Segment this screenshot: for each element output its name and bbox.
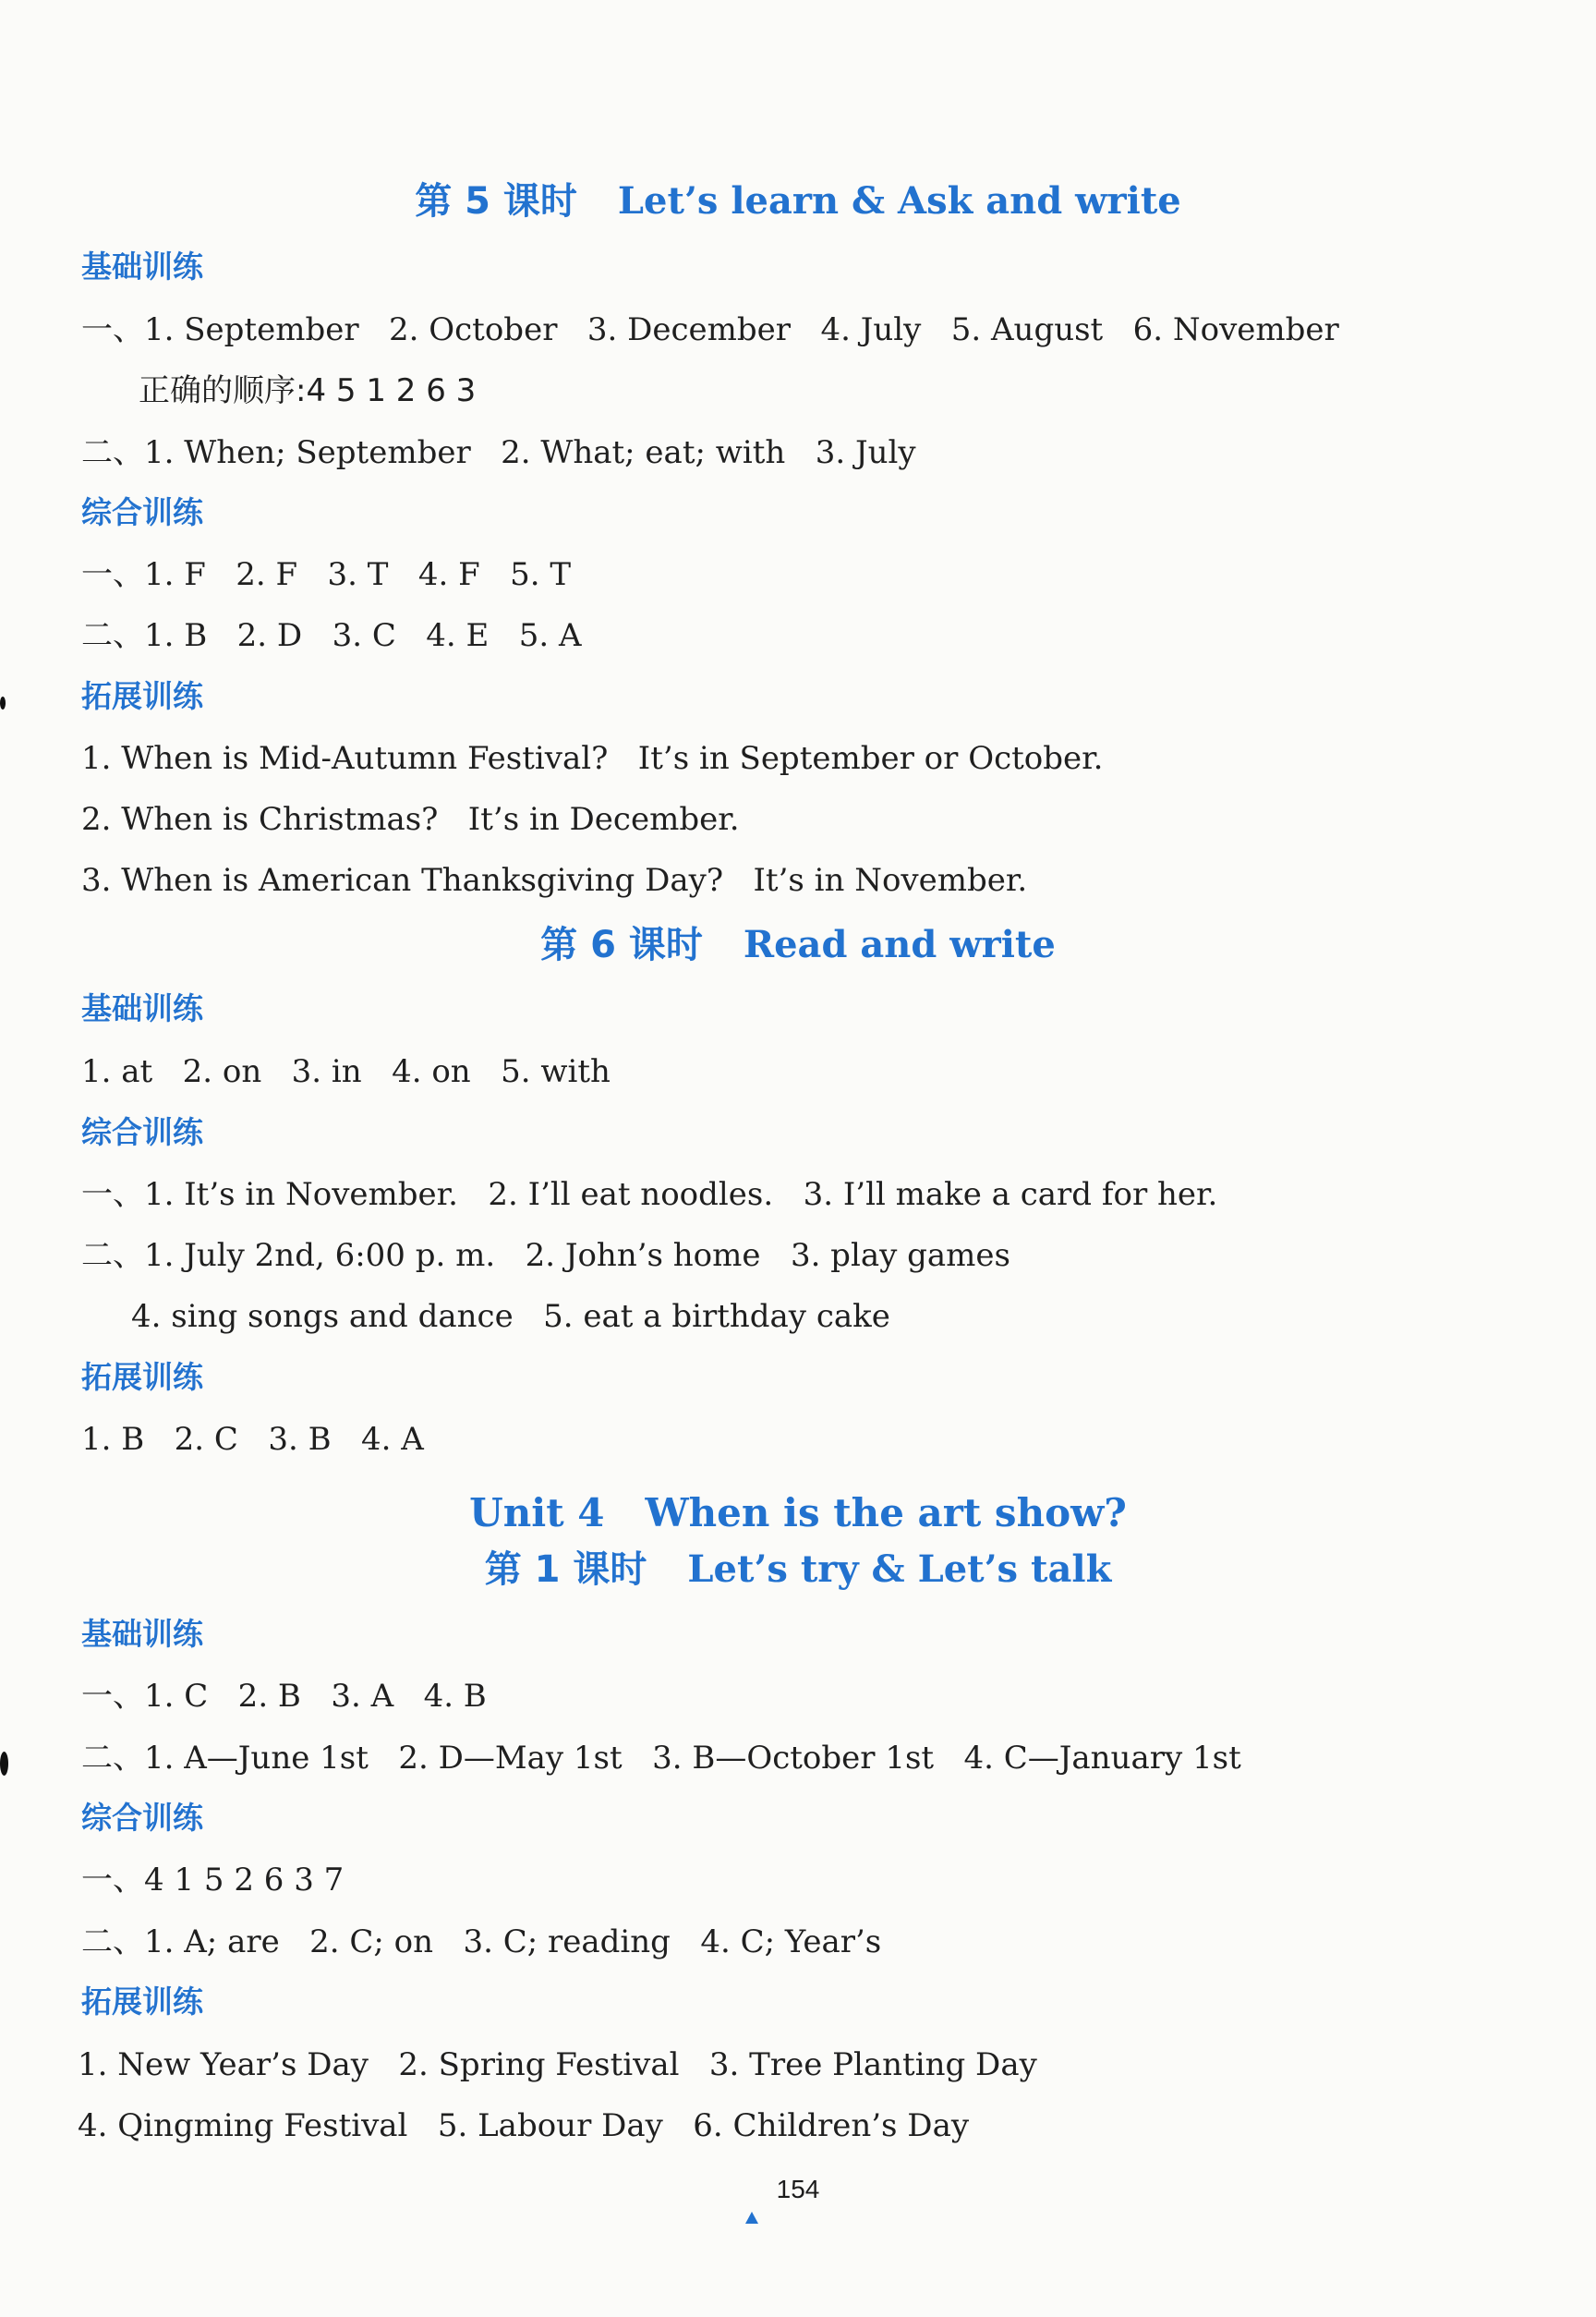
section-prefix: 一、	[81, 1862, 144, 1898]
unit4-extension-line1: 1. New Year’s Day 2. Spring Festival 3. Tree Planting Day	[78, 2046, 1037, 2083]
lesson5-extension-line1: 1. When is Mid-Autumn Festival? It’s in September or October.	[81, 740, 1104, 777]
unit4-basic-i-line1	[81, 1678, 487, 1715]
lesson5-comprehensive-heading: 综合训练	[81, 494, 203, 530]
unit4-comprehensive-i-line1	[81, 1864, 344, 1896]
lesson6-comprehensive-ii-line2: 4. sing songs and dance 5. eat a birthday cake	[131, 1298, 890, 1335]
answer-text: 1. A—June 1st 2. D—May 1st 3. B—October 1st 4. C—January 1st	[144, 1740, 1241, 1777]
lesson5-title-cn: 第 5 课时	[415, 180, 577, 223]
answer-text: 1. July 2nd, 6:00 p. m. 2. John’s home 3. play games	[144, 1237, 1010, 1274]
unit4-lesson1-title-en: Let’s try & Let’s talk	[687, 1547, 1112, 1591]
lesson6-comprehensive-heading: 综合训练	[81, 1114, 203, 1150]
section-prefix: 一、	[81, 311, 144, 348]
lesson6-basic-line1: 1. at 2. on 3. in 4. on 5. with	[81, 1053, 611, 1090]
scan-speck	[0, 1752, 8, 1776]
unit4-extension-heading: 拓展训练	[81, 1983, 203, 2020]
lesson5-extension-line2: 2. When is Christmas? It’s in December.	[81, 801, 740, 838]
unit4-title-label: Unit 4	[469, 1490, 605, 1535]
lesson6-extension-line1: 1. B 2. C 3. B 4. A	[81, 1421, 424, 1458]
section-prefix: 二、	[81, 617, 144, 654]
answer-text: 1. F 2. F 3. T 4. F 5. T	[144, 556, 572, 593]
answer-text: 1. B 2. D 3. C 4. E 5. A	[144, 617, 582, 654]
answer-text: 4 1 5 2 6 3 7	[144, 1862, 345, 1898]
unit4-basic-heading: 基础训练	[81, 1616, 203, 1652]
lesson6-title-cn: 第 6 课时	[540, 924, 703, 966]
scan-speck	[0, 697, 6, 710]
lesson5-extension-line3: 3. When is American Thanksgiving Day? It’s in November.	[81, 862, 1028, 899]
unit4-title	[0, 1490, 1596, 1535]
section-prefix: 二、	[81, 1237, 144, 1274]
lesson6-basic-heading: 基础训练	[81, 990, 203, 1026]
unit4-comprehensive-heading: 综合训练	[81, 1800, 203, 1836]
answer-text: 1. A; are 2. C; on 3. C; reading 4. C; Year’s	[144, 1923, 882, 1960]
section-prefix: 二、	[81, 1740, 144, 1777]
lesson5-comprehensive-ii-line1	[81, 617, 582, 654]
answer-text: 1. It’s in November. 2. I’ll eat noodles. 3. I’ll make a card for her.	[144, 1176, 1218, 1213]
lesson6-comprehensive-ii-line1	[81, 1237, 1010, 1274]
lesson6-extension-heading: 拓展训练	[81, 1359, 203, 1395]
lesson5-extension-heading: 拓展训练	[81, 678, 203, 714]
unit4-subtitle: When is the art show?	[645, 1490, 1127, 1535]
lesson5-basic-i-line1	[81, 311, 1339, 348]
lesson6-comprehensive-i-line1	[81, 1176, 1218, 1213]
lesson5-basic-ii-line1	[81, 434, 916, 471]
section-prefix: 一、	[81, 1678, 144, 1715]
unit4-extension-line2: 4. Qingming Festival 5. Labour Day 6. Children’s Day	[78, 2107, 970, 2144]
lesson5-title	[0, 179, 1596, 223]
page-marker-triangle-icon	[745, 2212, 758, 2224]
unit4-basic-ii-line1	[81, 1740, 1241, 1777]
section-prefix: 二、	[81, 1923, 144, 1960]
page-number: 154	[776, 2175, 820, 2203]
section-prefix: 一、	[81, 556, 144, 593]
section-prefix: 一、	[81, 1176, 144, 1213]
section-prefix: 二、	[81, 434, 144, 471]
lesson5-comprehensive-i-line1	[81, 556, 572, 593]
lesson5-basic-i-line2	[139, 372, 477, 409]
lesson5-title-en: Let’s learn & Ask and write	[617, 179, 1181, 223]
answer-text: 正确的顺序:4 5 1 2 6 3	[139, 372, 477, 409]
lesson6-title	[0, 923, 1596, 966]
lesson5-basic-heading: 基础训练	[81, 249, 203, 285]
unit4-comprehensive-ii-line1	[81, 1923, 882, 1960]
answer-text: 1. When; September 2. What; eat; with 3. July	[144, 434, 916, 471]
unit4-lesson1-title-cn: 第 1 课时	[484, 1548, 647, 1591]
unit4-lesson1-title	[0, 1547, 1596, 1591]
lesson6-title-en: Read and write	[743, 923, 1056, 966]
answer-text: 1. C 2. B 3. A 4. B	[144, 1678, 487, 1715]
answer-text: 1. September 2. October 3. December 4. July 5. August 6. November	[144, 311, 1339, 348]
